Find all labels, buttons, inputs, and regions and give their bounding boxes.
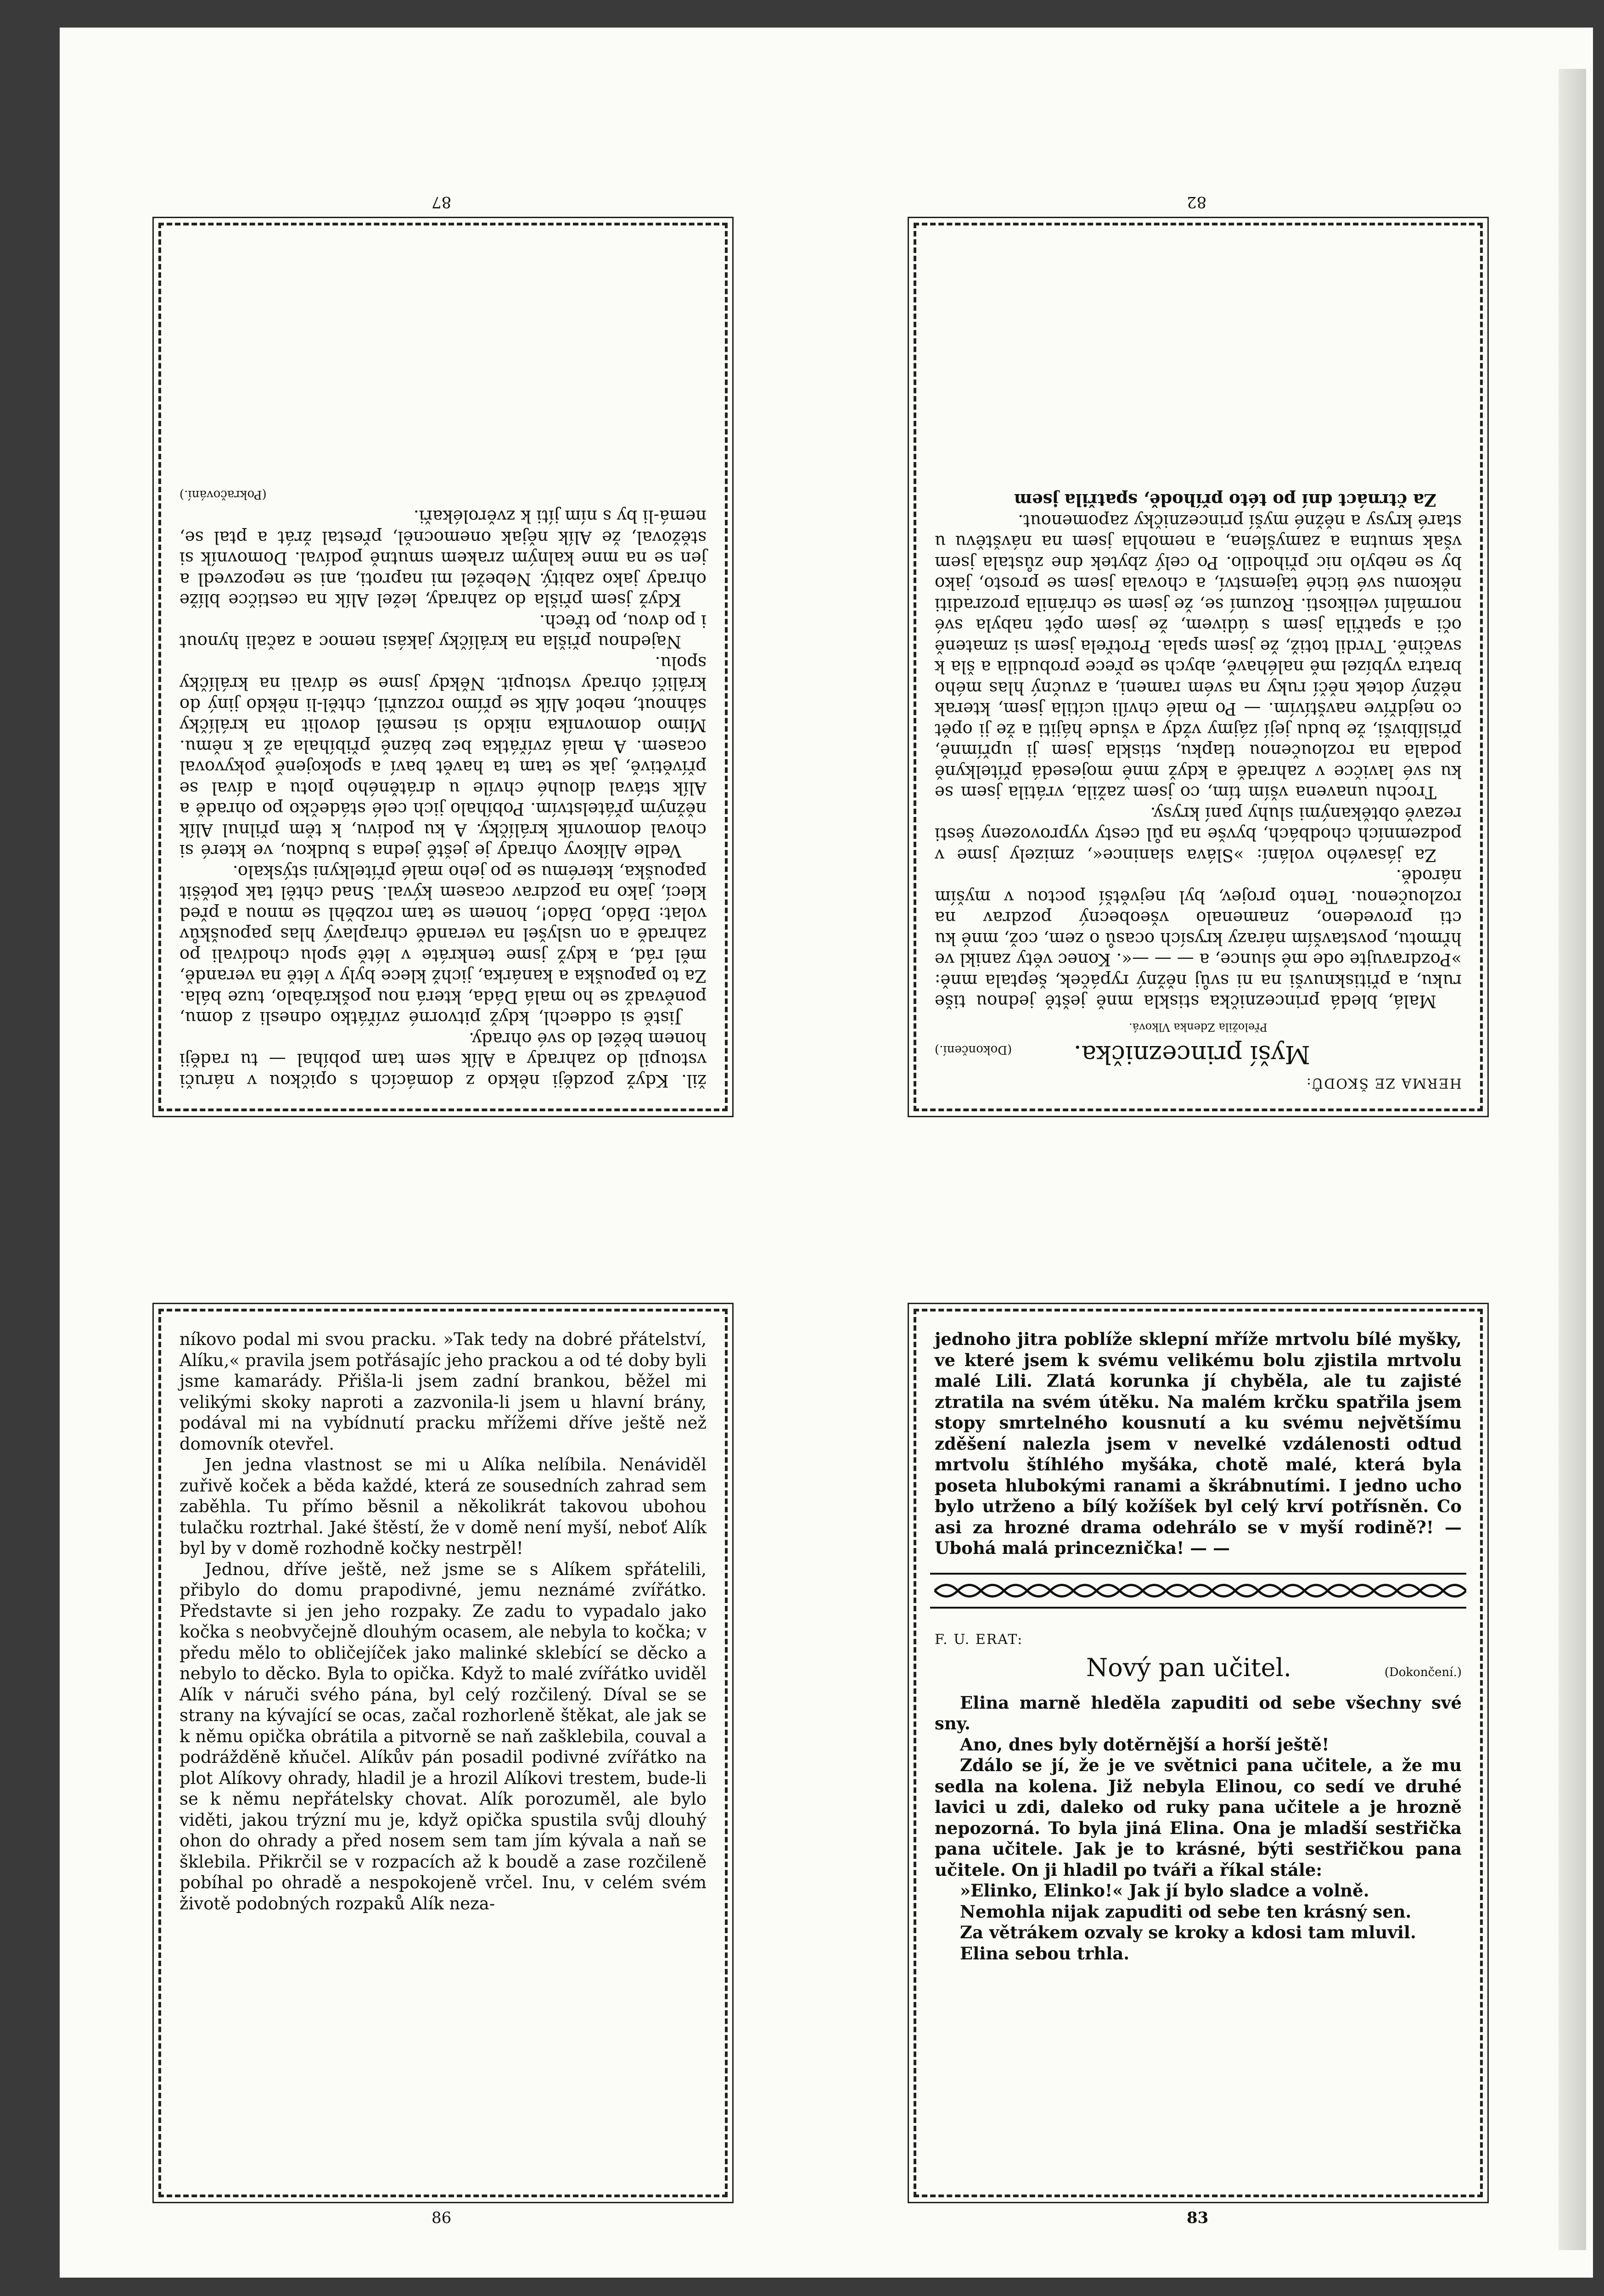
- paragraph: Jen jedna vlastnost se mi u Alíka nelíbila. Nenáviděl zuřivě koček a běda každé, která ze sousedních zahrad sem zaběhla. Tu přímo běsnil a několikrát takovou ubohou tulačku roztrhal. Jaké štěstí, že v domě není myší, neboť Alík byl by v domě rozhodně kočky nestrpěl!: [179, 1455, 707, 1558]
- continuation-note: (Pokračování.): [179, 488, 267, 501]
- author-name: F. U. ERAT:: [935, 1631, 1023, 1648]
- paragraph: Za větrákem ozvaly se kroky a kdosi tam mluvil.: [960, 1922, 1416, 1943]
- paragraph: Za jásavého volání: »Sláva slanince«, zmizely jsme v podzemních chodbách, byvše na půl cesty vyprovozeny šesti rezavě obtěkanými sluhy paní krysy.: [935, 803, 1462, 865]
- page-number: 86: [432, 2209, 452, 2227]
- page-number: 83: [1187, 2209, 1209, 2227]
- paragraph: Elina marně hleděla zapuditi od sebe všechny své sny.: [935, 1692, 1462, 1734]
- page-86: [158, 1309, 728, 2197]
- page-82: [914, 223, 1483, 1111]
- paragraph: Najednou přišla na králíčky jakási nemoc a začali hynout i po dvou, po třech.: [179, 611, 707, 652]
- paragraph: Zdálo se jí, že je ve světnici pana učitele, a že mu sedla na kolena. Již nebyla Elinou, co sedí ve druhé lavici u zdi, daleko od ruky pana učitele a je hrozně nepozorná. To byla jiná Elina. Ona je mladší sestřička pana učitele. Jak je to krásné, býti sestřičkou pana učitele. On ji hladil po tváři a říkal stále:: [935, 1755, 1462, 1880]
- paragraph: Nemohla nijak zapuditi od sebe ten krásný sen.: [960, 1901, 1412, 1922]
- paragraph: žil. Když později někdo z domácích s opičkou v náruči vstoupil do zahrady a Alík sem tam pobíhal — tu raději honem běžel do své ohrady.: [179, 1029, 707, 1091]
- paragraph: Ano, dnes byly dotěrnější a horší ještě!: [960, 1734, 1329, 1755]
- paragraph: Elina sebou trhla.: [960, 1943, 1130, 1964]
- continued-note: (Dokončení.): [935, 1043, 1012, 1057]
- translator-credit: Přeložila Zdenka Vlková.: [1129, 1020, 1267, 1034]
- page-number: 87: [432, 193, 452, 211]
- paragraph: Jednou, dříve ještě, než jsme se s Alíkem spřátelili, přibylo do domu prapodivné, jemu neznámé zvířátko. Představte si jen jeho rozpaky. Ze zadu to vypadalo jako kočka s neobvyčejně dlouhým ocasem, ale nebyla to kočka; v předu mělo to obličejíček jako malinké sklebící se děcko a nebylo to děcko. Byla to opička. Když to malé zvířátko uviděl Alík v náruči svého pána, byl celý rozčilený. Díval se se strany na kývající se ocas, začal rozhorleně štěkat, ale jak se k němu opička obrátila a pitvorně se naň zašklebila, couval a podrážděně kňučel. Alíkův pán posadil podivné zvířátko na plot Alíkovy ohrady, hladil je a hrozil Alíkovi trestem, bude-li se k němu nepřátelsky chovat. Alík porozuměl, ale bylo viděti, jakou trýzní mu je, když opička spustila svůj dlouhý ohon do ohrady a před nosem sem tam jím kývala a naň se šklebila. Přikrčil se v rozpacích až k boudě a zase rozčileně pobíhal po ohradě a nespokojeně vrčel. Inu, v celém svém životě podobných rozpaků Alík neza-: [179, 1559, 707, 1913]
- paragraph: níkovo podal mi svou pracku. »Tak tedy na dobré přátelství, Alíku,« pravila jsem potřásajíc jeho prackou a od té doby byli jsme kamarády. Přišla-li jsem zadní brankou, běžel mi velikými skoky naproti a zazvonila-li jsem u hlavní brány, podával mi na vybídnutí pracku mřížemi dříve ještě než domovník otevřel.: [179, 1329, 707, 1454]
- ornamental-divider: [930, 1573, 1466, 1609]
- paragraph: Za čtrnáct dní po této příhodě, spatřila jsem: [1014, 490, 1436, 511]
- page-87: [158, 223, 728, 1111]
- page-number: 82: [1187, 193, 1207, 211]
- paragraph: Vedle Alíkovy ohrady je ještě jedna s budkou, ve které si choval domovník králíčky. A ku podivu, k těm přilnul Alík něžným přátelstvím. Pobíhalo jich celé stádečko po ohradě a Alík stával dlouhé chvíle u drátěného plotu a díval se přívětivě, jak se tam ta havět baví a spokojeně pokyvoval ocasem. A malá zvířátka bez bázně přibíhala až k němu. Mimo domovníka nikdo si nesměl dovolit na králíčky sáhnout, neboť Alík se přímo rozzuřil, chtěl-li někdo jiný do králičí ohrady vstoupit. Někdy jsme se dívali na králíčky spolu.: [179, 653, 707, 861]
- paragraph: »Elinko, Elinko!« Jak jí bylo sladce a volně.: [960, 1880, 1369, 1901]
- binding-edge: [1559, 69, 1586, 2250]
- paragraph: Malá, bledá princeznička stiskla mně ještě jednou tiše ruku, a přitisknuvši na ni svůj něžný rypáček, šeptala mně: »Pozdravujte ode mě slunce, a — — —«. Konec věty zanikl ve hřmotu, povstavším nárazy krysích ocasů o zem, což, mně ku cti provedeno, znamenalo všeobecný pozdrav na rozloučenou. Tento projev, byl největší poctou v myším národě.: [935, 866, 1462, 1012]
- paragraph: jednoho jitra poblíže sklepní mříže mrtvolu bílé myšky, ve které jsem k svému velikému bolu zjistila mrtvolu malé Lili. Zlatá korunka jí chyběla, ale tu zajisté ztratila na svém útěku. Na malém krčku spatřila jsem stopy smrtelného kousnutí a ku svému největšímu zděšení nalezla jsem v nevelké vzdálenosti odtud mrtvolu štíhlého myšáka, chotě malé, která byla poseta hlubokými ranami a škrábnutími. I jedno ucho bylo utrženo a bílý kožíšek byl celý krví potřísněn. Co asi za hrozné drama odehrálo se v myší rodině?! — Ubohá malá princeznička! — —: [935, 1329, 1462, 1558]
- paragraph: Trochu unavena vším tím, co jsem zažila, vrátila jsem se ku své lavičce v zahradě a když mně mojesedá přítelkyně podala na rozloučenou tlapku, stiskla jsem ji upřímně, přislíbivši, že budu její zájmy vždy a všude hájiti a že ji opět co nejdříve navštívím. — Po malé chvíli ucítila jsem, kterak něžný dotek něčí ruky na svém rameni, a zvučný hlas mého bratra vybízel mě naléhavě, abych se přece probudila a šla k svačině. Tvrdil totiž, že jsem spala. Protřela jsem si zmateně oči a spatřila jsem s údivem, že jsem opět nabyla své normální velikosti. Rozumí se, že jsem se chránila prozraditi někomu své tiché tajemství, a chovala jsem se prosto, jako by se nebylo nic přihodilo. Po celý zbytek dne zůstala jsem však smutna a zamyšlena, a nemohla jsem na návštěvu u staré krysy a něžné myší princezničky zapomenout.: [935, 511, 1462, 803]
- story-title: Nový pan učitel.: [1086, 1653, 1292, 1683]
- page-83: [914, 1309, 1483, 2197]
- continued-note: (Dokončení.): [1384, 1666, 1462, 1680]
- paragraph: Jistě si oddechl, když pitvorné zvířátko odnesli z domu, poněvadž se ho malá Dáda, která nou poškrábalo, tuze bála. Za to papouška a kanárka, jichž klece byly v létě na verandě, měl rád, a když jsme tenkráte v létě spolu chodívali po zahradě a on uslyšel na verandě chraplavý hlas papouškův volat: Dádo, Dádo!, honem se tam rozběhl se mnou a před klecí, jako na pozdrav ocasem kýval. Snad chtěl tak potěšit papouška, kterému se po jeho malé přítelkyni stýskalo.: [179, 862, 707, 1028]
- author-name: HERMA ZE ŠKODŮ:: [1306, 1075, 1462, 1091]
- story-title: Myší princeznička.: [1073, 1040, 1310, 1069]
- paragraph: Když jsem přišla do zahrady, ležel Alík na cestičce blíže ohrady jako zabitý. Nebežel mi naproti, ani se nepozvedl a jen se na mne kalným zrakem smutně podíval. Domovník si stěžoval, že Alík nějak onemocněl, přestal žrát a ptal se, nemá-li by s ním jíti k zvěrolékaři.: [179, 506, 707, 610]
